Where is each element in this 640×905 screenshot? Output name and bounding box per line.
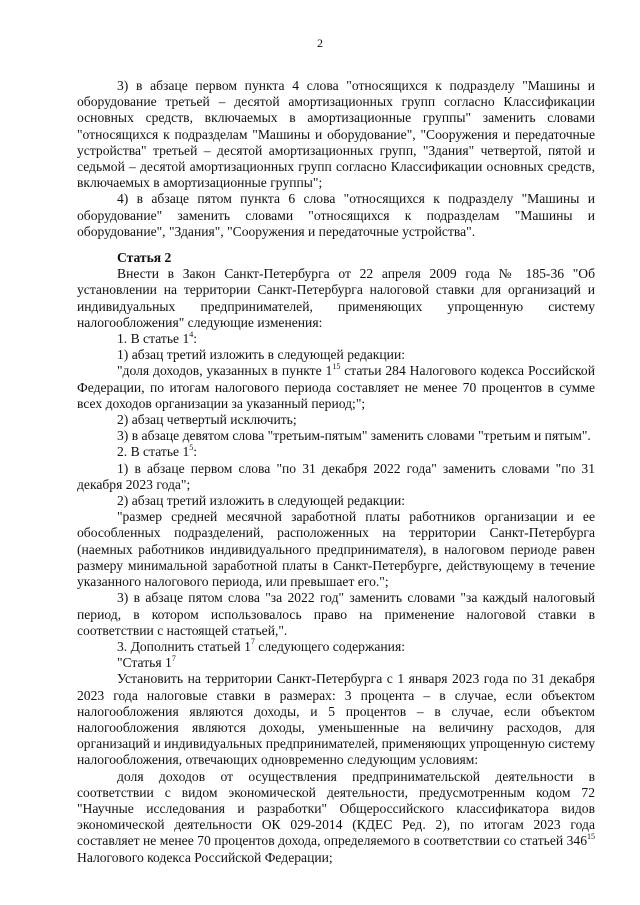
- article-2-heading: Статья 2: [117, 250, 172, 266]
- paragraph-tax-rates: Установить на территории Санкт-Петербурга с 1 января 2023 года по 31 декабря 2023 года налоговые ставки в размерах: 3 процента – в случае, если объектом налогообложения являются доходы, и 5 процентов – в случае, если объектом налогообложения являются доходы, уменьшенные на величину расходов, для организаций и индивидуальных предпринимателей, применяющих упрощенную систему налогообложения, отвечающих одновременно следующим условиям:: [77, 671, 595, 768]
- paragraph-amendment-3: 3) в абзаце первом пункта 4 слова "относящихся к подразделу "Машины и оборудование третьей – десятой амортизационных групп согласно Классификации основных средств, включаемых в амортизационные группы" заменить словами "относящихся к подразделам "Машины и оборудование", "Сооружения и передаточные устройства" третьей – десятой амортизационных групп, "Здания" четвертой, пятой и седьмой – десятой амортизационных групп согласно Классификации основных средств, включаемых в амортизационные группы";: [77, 78, 595, 191]
- paragraph-income-share-condition: доля доходов от осуществления предпринимательской деятельности в соответствии с видом экономической деятельности, предусмотренным кодом 72 "Научные исследования и разработки" Общероссийского классификатора видов экономической деятельности ОК 029-2014 (КДЕС Ред. 2), по итогам 2023 года составляет не менее 70 процентов дохода, определяемого в соответствии со статьей $346^{15}$ Налогового кодекса Российской Федерации;: [77, 768, 595, 865]
- paragraph-quote-income-share: "доля доходов, указанных в пункте $1^{15}$ статьи 284 Налогового кодекса Российской Федерации, по итогам налогового периода составляет не менее 70 процентов в сумме всех доходов организации за указанный период;";: [77, 361, 595, 411]
- paragraph-item-3-fifth: 3) в абзаце пятом слова "за 2022 год" заменить словами "за каждый налоговый период, в котором использовалось право на применение налоговой ставки в соответствии с настоящей статьей,".: [77, 590, 595, 638]
- page-number: 2: [317, 36, 323, 50]
- paragraph-article-1-5: 2. В статье $1^5$:: [117, 442, 198, 460]
- paragraph-quote-salary: "размер средней месячной заработной платы работников организации и ее обособленных подразделений, расположенных на территории Санкт-Петербурга (наемных работников индивидуального предпринимателя), в налоговом периоде равен размеру минимальной заработной платы в Санкт-Петербурге, действующему в течение указанного налогового периода, или превышает его.";: [77, 509, 595, 590]
- paragraph-introduce-changes: Внести в Закон Санкт-Петербурга от 22 апреля 2009 года № 185-36 "Об установлении на территории Санкт-Петербурга налоговой ставки для организаций и индивидуальных предпринимателей, применяющих упрощенную систему налогообложения" следующие изменения:: [77, 266, 595, 330]
- document-body: [77, 78, 595, 866]
- paragraph-item-1-third: 1) абзац третий изложить в следующей редакции:: [117, 347, 406, 363]
- paragraph-add-article-1-7: 3. Дополнить статьей $1^7$ следующего содержания:: [117, 637, 405, 654]
- paragraph-item-2-third: 2) абзац третий изложить в следующей редакции:: [117, 493, 406, 509]
- paragraph-amendment-4: 4) в абзаце пятом пункта 6 слова "относящихся к подразделу "Машины и оборудование" заменить словами "относящихся к подразделам "Машины и оборудование", "Здания", "Сооружения и передаточные устройства".: [77, 191, 595, 239]
- paragraph-item-2-exclude: 2) абзац четвертый исключить;: [117, 412, 297, 428]
- paragraph-item-3-ninth: 3) в абзаце девятом слова "третьим-пятым" заменить словами "третьим и пятым".: [117, 428, 591, 444]
- paragraph-article-1-4: 1. В статье $1^4$:: [117, 329, 198, 347]
- paragraph-item-1-date: 1) в абзаце первом слова "по 31 декабря 2022 года" заменить словами "по 31 декабря 2023 года";: [77, 460, 595, 492]
- paragraph-article-1-7-title: "Статья $1^7$: [117, 653, 176, 671]
